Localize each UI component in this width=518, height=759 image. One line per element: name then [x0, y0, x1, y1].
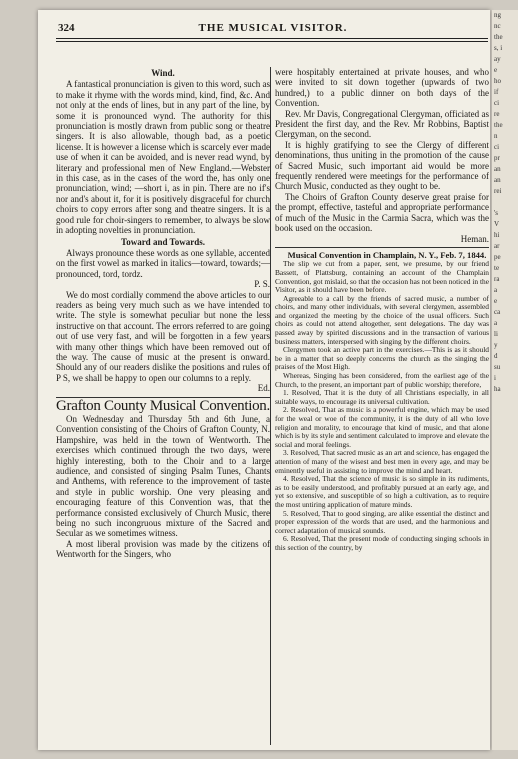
edge-text-fragment: ra	[494, 275, 500, 283]
page-number: 324	[58, 22, 75, 34]
champlain-body-1: The slip we cut from a paper, sent, we presume, by our friend Bassett, of Plattsburg, containing an account of the Champlain Convention, got mislaid, so that the occasion has not been noticed in the Visitor, as it should have been before.	[275, 259, 489, 295]
edge-text-fragment: if	[494, 88, 499, 96]
edge-text-fragment: e	[494, 66, 498, 74]
edge-text-fragment: a	[494, 319, 498, 327]
edge-text-fragment: rei	[494, 187, 502, 195]
edge-text-fragment: an	[494, 165, 501, 173]
edge-text-fragment: the	[494, 33, 503, 41]
grafton-body-1: On Wednesday and Thursday 5th and 6th June, a Convention consisting of the Choirs of Grafton County, N. Hampshire, was held in the town of Wentworth. The exercises which continued through the two days, were highly interesting, both to the Choir and to a large audience, and consisted of singing Psalm Tunes, Chants and Anthems, with reference to the improvement of taste and style in public worship. One very pleasing and encouraging feature of this Convention was, that the performance consisted exclusively of Church Music, there being no such incongruous mixture of the Sacred and Secular as we sometimes witness.	[56, 414, 270, 539]
champlain-article	[275, 260, 489, 552]
edge-text-fragment: ng	[494, 11, 501, 19]
edge-text-fragment: pe	[494, 253, 501, 261]
toward-signature: P. S.	[254, 279, 270, 290]
edge-text-fragment: e	[494, 297, 498, 305]
left-column	[56, 67, 270, 747]
edge-text-fragment: y	[494, 341, 498, 349]
column-divider	[270, 67, 271, 745]
grafton-signature: Heman.	[460, 233, 489, 244]
edge-text-fragment: ci	[494, 143, 500, 151]
edge-text-fragment: n	[494, 132, 498, 140]
edge-text-fragment: re	[494, 110, 500, 118]
page-header	[58, 22, 488, 36]
champlain-body-4: Whereas, Singing has been considered, from the earliest age of the Church, to the present, an important part of public worship; therefore,	[275, 371, 489, 389]
edge-text-fragment: ho	[494, 77, 501, 85]
editor-note: We do most cordially commend the above articles to our readers as being very much such as we have intended to write. The style is somewhat peculiar but none the less instructive on that account. The errors referred to are going out of use very fast, and will be forgotten in a few years with many other things which have been removed out of the way. The cause of music at the present is onward. Should any of our readers dislike the positions and rules of P S, we shall be happy to open our columns to a reply.	[56, 289, 270, 383]
edge-text-fragment: i	[494, 374, 496, 382]
wind-body: A fantastical pronunciation is given to this word, such as to make it rhyme with the words mind, kind, find, &c. And not only at the ends of lines, but in any part of the line, by some it is pronounced wynd. The authority for this pronunciation is mostly drawn from public song or theatre singers. It is also allowable, though bad, as a poetic license. It is however a license which is scarcely ever made use of when it can be avoided, and is never read wynd, by literary and professional men of New England.—Webster in this case, as in the cases of the word the, has only one pronunciation, wind; —short i, as in pin. There are no if's nor and's about it, for it is positively disgraceful for church choirs to copy errors after song and theatre singers. It is a good rule for choir-singers to remember, to always be slow in adopting novelties in pronunciation.	[56, 79, 270, 236]
edge-text-fragment: ar	[494, 242, 500, 250]
resolution-1: 1. Resolved, That it is the duty of all Christians especially, in all suitable ways, to encourage its universal cultivation.	[275, 388, 489, 406]
edge-text-fragment: ay	[494, 55, 501, 63]
champlain-body-3: Clergymen took an active part in the exercises.—This is as it should be in a matter that so deeply concerns the church as the singing the praises of the Most High.	[275, 345, 489, 372]
edge-text-fragment: s, i	[494, 44, 503, 52]
resolution-6: 6. Resolved, That the present mode of conducting singing schools in this section of the country, by	[275, 534, 489, 552]
champlain-heading: Musical Convention in Champlain, N. Y., Feb. 7, 1844.	[287, 249, 487, 260]
edge-text-fragment: li	[494, 330, 498, 338]
section-separator-2	[275, 247, 489, 248]
wind-heading: Wind.	[151, 68, 175, 78]
header-rule-thin	[56, 41, 488, 42]
edge-text-fragment: the	[494, 121, 503, 129]
grafton-body-4: Rev. Mr Davis, Congregational Clergyman, officiated as President the first day, and the Rev. Mr Robbins, Baptist Clergyman, on the second.	[275, 108, 489, 140]
edge-text-fragment	[492, 197, 518, 208]
grafton-body-3: were hospitably entertained at private houses, and who were invited to sit down together (upwards of two hundred,) to a public dinner on both days of the Convention.	[275, 67, 489, 109]
journal-title: THE MUSICAL VISITOR.	[198, 22, 348, 34]
document-page	[38, 10, 490, 750]
resolution-4: 4. Resolved, That the science of music is so simple in its rudiments, as to be easily understood, and profitably pursued at an early age, and yet so extensive, and susceptible of so high a cultivation, as to require the most untiring application of mature minds.	[275, 474, 489, 509]
edge-text-fragment: d	[494, 352, 498, 360]
right-column	[275, 67, 489, 747]
editor-signature: Ed.	[257, 383, 270, 394]
edge-text-fragment: nc	[494, 22, 501, 30]
edge-text-fragment: V	[494, 220, 500, 228]
champlain-body-2: Agreeable to a call by the friends of sacred music, a number of choirs, and many other individuals, with several clergymen, assembled and organized the meeting by the choice of the usual officers. Such choirs as could not attend altogether, sent delegations. The day was passed away by spirited discussions and in the transaction of various business matters, interspersed with singing by the different choirs.	[275, 293, 489, 346]
edge-text-fragment: ca	[494, 308, 501, 316]
grafton-heading: Grafton County Musical Convention.	[56, 397, 270, 414]
toward-heading: Toward and Towards.	[121, 236, 205, 247]
edge-text-fragment: pr	[494, 154, 500, 162]
resolution-2: 2. Resolved, That as music is a powerful engine, which may be used for the weal or woe of the community, it is the duty of all who love religion and morality, to encourage that kind of music, and that alone which is by its style and sentiment calculated to improve and elevate the social and moral feelings.	[275, 405, 489, 449]
adjacent-page-edge	[492, 10, 518, 750]
edge-text-fragment: te	[494, 264, 500, 272]
header-rule	[56, 38, 488, 39]
resolution-5: 5. Resolved, That to good singing, are alike essential the distinct and proper expression of the words that are used, and the harmonious and correct adaptation of musical sounds.	[275, 508, 489, 535]
edge-text-fragment: hi	[494, 231, 500, 239]
grafton-body-6: The Choirs of Grafton County deserve great praise for the prompt, effective, tasteful and appropriate performance of much of the Music in the Carmia Sacra, which was the book used on the occasion.	[275, 191, 489, 234]
edge-text-fragment: ci	[494, 99, 500, 107]
edge-text-fragment: su	[494, 363, 501, 371]
grafton-body-5: It is highly gratifying to see the Clergy of different denominations, thus uniting in the promotion of the cause of Sacred Music, such important aid would be more frequently rendered were meetings for the performance of Church Music, conducted as they ought to be.	[275, 139, 489, 192]
grafton-body-2: A most liberal provision was made by the citizens of Wentworth for the Singers, who	[56, 538, 270, 560]
edge-text-fragment: 's	[494, 209, 498, 217]
resolution-3: 3. Resolved, That sacred music as an art and science, has engaged the attention of many of the wisest and best men in every age, and may be eminently useful in assisting to improve the mind and heart.	[275, 448, 489, 475]
edge-text-fragment: a	[494, 286, 498, 294]
edge-text-fragment: an	[494, 176, 501, 184]
edge-text-fragment: ha	[494, 385, 501, 393]
toward-body: Always pronounce these words as one syllable, accented on the first vowel as marked in italics—toward, towards;—pronounced, tord, tordz.	[56, 247, 270, 279]
